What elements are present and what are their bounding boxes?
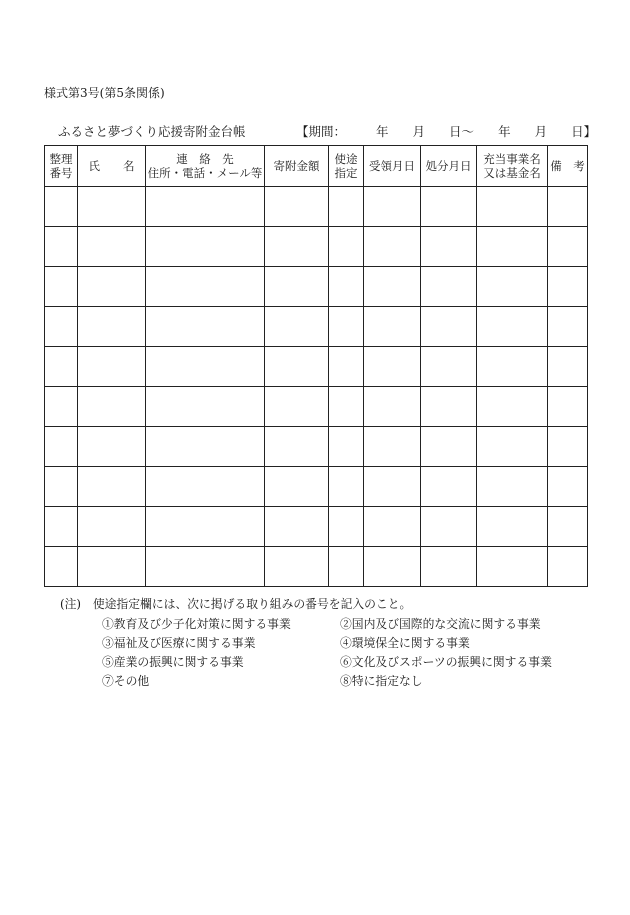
form-number: 様式第3号(第5条関係) xyxy=(44,86,165,100)
cell-project-fund[interactable] xyxy=(477,347,548,387)
note-item: ⑧特に指定なし xyxy=(340,674,423,688)
notes-intro xyxy=(60,595,580,612)
cell-usage[interactable] xyxy=(329,227,364,267)
cell-contact[interactable] xyxy=(146,187,265,227)
cell-project-fund[interactable] xyxy=(477,187,548,227)
cell-received-date[interactable] xyxy=(364,227,421,267)
cell-disposal-date[interactable] xyxy=(421,387,477,427)
cell-received-date[interactable] xyxy=(364,427,421,467)
cell-project-fund[interactable] xyxy=(477,547,548,587)
notes-intro-text: 使途指定欄には、次に掲げる取り組みの番号を記入のこと。 xyxy=(92,597,412,611)
table-row xyxy=(45,467,588,507)
table-header-row xyxy=(45,146,588,187)
cell-name[interactable] xyxy=(78,387,146,427)
cell-disposal-date[interactable] xyxy=(421,267,477,307)
cell-usage[interactable] xyxy=(329,267,364,307)
cell-received-date[interactable] xyxy=(364,387,421,427)
cell-serial-number[interactable] xyxy=(45,307,78,347)
period-end-month: 月 xyxy=(534,124,548,139)
cell-received-date[interactable] xyxy=(364,307,421,347)
header-name: 氏 名 xyxy=(78,146,146,187)
note-item: ⑤産業の振興に関する事業 xyxy=(102,655,244,669)
cell-remarks[interactable] xyxy=(548,547,588,587)
table-row xyxy=(45,547,588,587)
cell-disposal-date[interactable] xyxy=(421,347,477,387)
cell-usage[interactable] xyxy=(329,547,364,587)
cell-project-fund[interactable] xyxy=(477,427,548,467)
cell-amount[interactable] xyxy=(265,547,329,587)
cell-name[interactable] xyxy=(78,227,146,267)
cell-amount[interactable] xyxy=(265,187,329,227)
cell-usage[interactable] xyxy=(329,347,364,387)
cell-remarks[interactable] xyxy=(548,507,588,547)
donation-ledger-table xyxy=(44,145,588,587)
cell-remarks[interactable] xyxy=(548,267,588,307)
cell-name[interactable] xyxy=(78,547,146,587)
table-row xyxy=(45,267,588,307)
cell-disposal-date[interactable] xyxy=(421,187,477,227)
period-end-day: 日】 xyxy=(571,124,597,139)
cell-name[interactable] xyxy=(78,267,146,307)
cell-received-date[interactable] xyxy=(364,547,421,587)
note-item: ⑥文化及びスポーツの振興に関する事業 xyxy=(340,655,552,669)
cell-amount[interactable] xyxy=(265,387,329,427)
cell-amount[interactable] xyxy=(265,467,329,507)
cell-contact[interactable] xyxy=(146,507,265,547)
cell-serial-number[interactable] xyxy=(45,507,78,547)
period-end-year: 年 xyxy=(498,124,511,139)
cell-project-fund[interactable] xyxy=(477,307,548,347)
cell-name[interactable] xyxy=(78,307,146,347)
cell-usage[interactable] xyxy=(329,187,364,227)
header-usage: 使途 指定 xyxy=(329,146,364,187)
cell-received-date[interactable] xyxy=(364,347,421,387)
cell-contact[interactable] xyxy=(146,267,265,307)
table-row xyxy=(45,307,588,347)
header-amount: 寄附金額 xyxy=(265,146,329,187)
cell-project-fund[interactable] xyxy=(477,507,548,547)
cell-received-date[interactable] xyxy=(364,187,421,227)
cell-amount[interactable] xyxy=(265,267,329,307)
cell-usage[interactable] xyxy=(329,427,364,467)
cell-remarks[interactable] xyxy=(548,427,588,467)
cell-contact[interactable] xyxy=(146,547,265,587)
cell-serial-number[interactable] xyxy=(45,267,78,307)
table-row xyxy=(45,347,588,387)
note-item: ②国内及び国際的な交流に関する事業 xyxy=(340,617,541,631)
cell-project-fund[interactable] xyxy=(477,227,548,267)
note-item: ③福祉及び医療に関する事業 xyxy=(102,636,256,650)
table-row xyxy=(45,427,588,467)
table-row xyxy=(45,507,588,547)
cell-name[interactable] xyxy=(78,427,146,467)
cell-received-date[interactable] xyxy=(364,507,421,547)
note-item: ①教育及び少子化対策に関する事業 xyxy=(102,617,291,631)
header-project-fund: 充当事業名 又は基金名 xyxy=(477,146,548,187)
ledger-title: ふるさと夢づくり応援寄附金台帳 xyxy=(58,124,246,139)
cell-amount[interactable] xyxy=(265,347,329,387)
header-received-date: 受領月日 xyxy=(364,146,421,187)
cell-remarks[interactable] xyxy=(548,467,588,507)
cell-remarks[interactable] xyxy=(548,227,588,267)
cell-project-fund[interactable] xyxy=(477,467,548,507)
cell-disposal-date[interactable] xyxy=(421,507,477,547)
cell-name[interactable] xyxy=(78,467,146,507)
note-item: ⑦その他 xyxy=(102,674,150,688)
cell-amount[interactable] xyxy=(265,307,329,347)
cell-disposal-date[interactable] xyxy=(421,427,477,467)
cell-contact[interactable] xyxy=(146,307,265,347)
cell-amount[interactable] xyxy=(265,427,329,467)
cell-amount[interactable] xyxy=(265,227,329,267)
cell-serial-number[interactable] xyxy=(45,467,78,507)
cell-usage[interactable] xyxy=(329,507,364,547)
cell-contact[interactable] xyxy=(146,387,265,427)
cell-serial-number[interactable] xyxy=(45,347,78,387)
cell-contact[interactable] xyxy=(146,467,265,507)
table-row xyxy=(45,187,588,227)
cell-contact[interactable] xyxy=(146,227,265,267)
cell-project-fund[interactable] xyxy=(477,267,548,307)
cell-remarks[interactable] xyxy=(548,307,588,347)
notes-section xyxy=(60,595,580,689)
cell-name[interactable] xyxy=(78,187,146,227)
cell-usage[interactable] xyxy=(329,307,364,347)
note-item: ④環境保全に関する事業 xyxy=(340,636,470,650)
cell-remarks[interactable] xyxy=(548,187,588,227)
cell-amount[interactable] xyxy=(265,507,329,547)
cell-remarks[interactable] xyxy=(548,387,588,427)
period-start-day: 日～ xyxy=(449,124,475,139)
period-field xyxy=(296,122,596,140)
cell-usage[interactable] xyxy=(329,467,364,507)
notes-prefix: (注) xyxy=(60,597,82,611)
cell-contact[interactable] xyxy=(146,347,265,387)
cell-name[interactable] xyxy=(78,347,146,387)
cell-received-date[interactable] xyxy=(364,267,421,307)
notes-list xyxy=(102,616,580,689)
table-row xyxy=(45,387,588,427)
header-serial-number: 整理 番号 xyxy=(45,146,78,187)
cell-received-date[interactable] xyxy=(364,467,421,507)
period-open: 【期間： xyxy=(296,124,347,139)
period-start-year: 年 xyxy=(376,124,389,139)
cell-serial-number[interactable] xyxy=(45,547,78,587)
cell-project-fund[interactable] xyxy=(477,387,548,427)
cell-disposal-date[interactable] xyxy=(421,227,477,267)
cell-usage[interactable] xyxy=(329,387,364,427)
table-row xyxy=(45,227,588,267)
cell-disposal-date[interactable] xyxy=(421,307,477,347)
cell-disposal-date[interactable] xyxy=(421,467,477,507)
cell-remarks[interactable] xyxy=(548,347,588,387)
cell-serial-number[interactable] xyxy=(45,387,78,427)
cell-name[interactable] xyxy=(78,507,146,547)
header-disposal-date: 処分月日 xyxy=(421,146,477,187)
period-start-month: 月 xyxy=(412,124,426,139)
header-remarks: 備 考 xyxy=(548,146,588,187)
header-contact: 連 絡 先 住所・電話・メール等 xyxy=(146,146,265,187)
cell-serial-number[interactable] xyxy=(45,227,78,267)
cell-disposal-date[interactable] xyxy=(421,547,477,587)
cell-serial-number[interactable] xyxy=(45,427,78,467)
cell-serial-number[interactable] xyxy=(45,187,78,227)
cell-contact[interactable] xyxy=(146,427,265,467)
